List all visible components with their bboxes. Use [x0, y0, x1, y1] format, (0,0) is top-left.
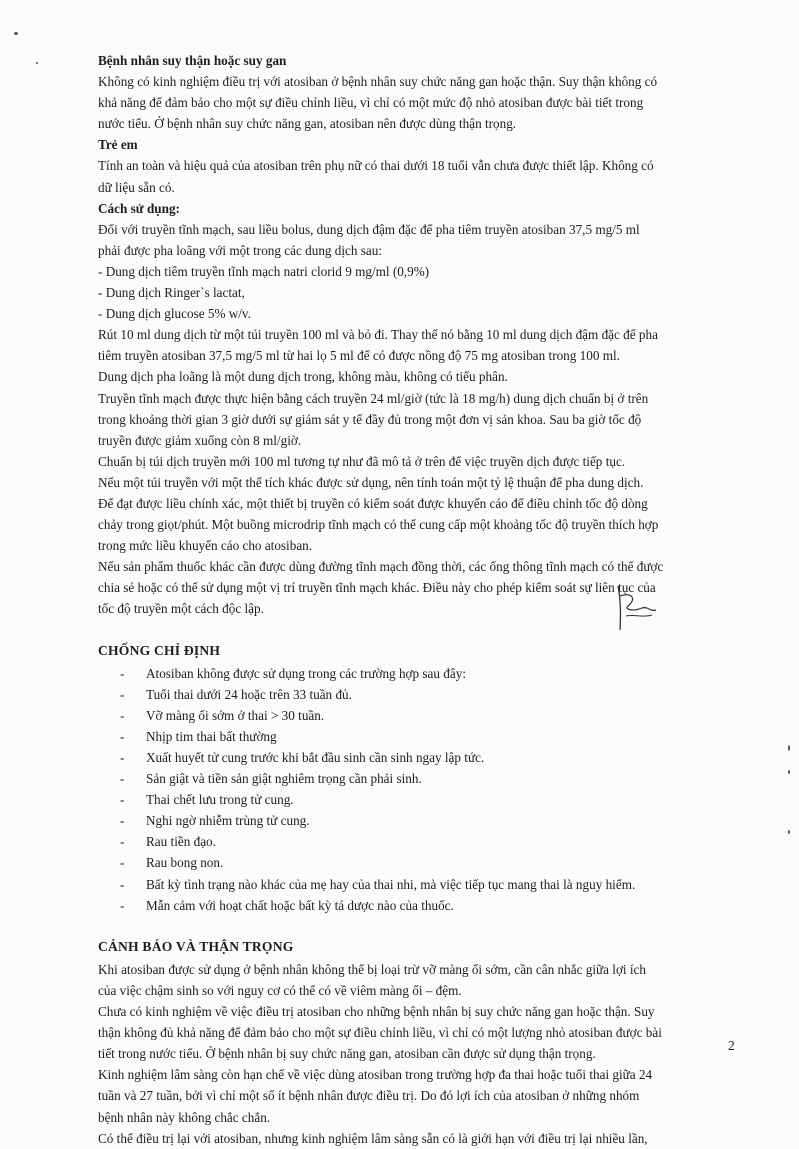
text-line: Tính an toàn và hiệu quả của atosiban trên phụ nữ có thai dưới 18 tuổi vẫn chưa được thiết lập. Không có [98, 158, 654, 174]
text-line: Kinh nghiệm lâm sàng còn hạn chế về việc dùng atosiban trong trường hợp đa thai hoặc tuổi thai giữa 24 [98, 1067, 653, 1083]
section-body-renal [98, 71, 738, 134]
text-line: Dung dịch pha loãng là một dung dịch trong, không màu, không có tiểu phân. [98, 369, 508, 385]
section-body-children [98, 155, 738, 197]
section-heading-warnings: CẢNH BÁO VÀ THẬN TRỌNG [98, 938, 294, 954]
text-line: Nếu sản phẩm thuốc khác cần được dùng đường tĩnh mạch đồng thời, các ống thông tĩnh mạch có thể được [98, 559, 664, 575]
section-heading-contraindications: CHỐNG CHỈ ĐỊNH [98, 642, 221, 658]
text-line: tốc độ truyền một cách độc lập. [98, 601, 264, 617]
contraindications-list [98, 663, 738, 916]
text-line: thận không đủ khả năng để đảm bảo cho một sự điều chỉnh liều, vì chỉ có một lượng nhỏ atosiban được bài [98, 1025, 662, 1041]
scan-speck [36, 62, 38, 64]
page-number: 2 [728, 1038, 735, 1053]
list-item: - Thai chết lưu trong tử cung. [98, 789, 738, 810]
text-line: trong mức liều khuyến cáo cho atosiban. [98, 538, 313, 554]
list-item: - Bất kỳ tình trạng nào khác của mẹ hay của thai nhi, mà việc tiếp tục mang thai là nguy hiểm. [98, 874, 738, 895]
list-item: - Rau tiền đạo. [98, 831, 738, 852]
text-line: Nếu một túi truyền với một thể tích khác được sử dụng, nên tính toán một tỷ lệ thuận để pha dung dịch. [98, 474, 644, 490]
list-item: - Atosiban không được sử dụng trong các trường hợp sau đây: [98, 663, 738, 684]
text-line: chia sẻ hoặc có thể sử dụng một vị trí truyền tĩnh mạch khác. Điều này cho phép kiểm soát sự liên tục của [98, 580, 656, 596]
text-line: - Dung dịch tiêm truyền tĩnh mạch natri clorid 9 mg/ml (0,9%) [98, 263, 430, 279]
text-line: chảy trong giọt/phút. Một buồng microdrip tĩnh mạch có thể cung cấp một khoảng tốc độ truyền thích hợp [98, 517, 659, 533]
text-line: Không có kinh nghiệm điều trị với atosiban ở bệnh nhân suy chức năng gan hoặc thận. Suy thận không có [98, 74, 658, 90]
text-line: phải được pha loãng với một trong các dung dịch sau: [98, 242, 383, 258]
text-line: khả năng để đảm bảo cho một sự điều chỉnh liều, vì chỉ có một mức độ nhỏ atosiban được bài tiết trong [98, 95, 644, 111]
list-item: - Xuất huyết tử cung trước khi bắt đầu sinh cần sinh ngay lập tức. [98, 747, 738, 768]
list-item: - Nhịp tim thai bất thường [98, 726, 738, 747]
text-line: tuần và 27 tuần, bởi vì chỉ một số ít bệnh nhân được điều trị. Do đó lợi ích của atosiban ở những nhóm [98, 1088, 640, 1104]
text-line: Chuẩn bị túi dịch truyền mới 100 ml tương tự như đã mô tả ở trên để việc truyền dịch được tiếp tục. [98, 453, 626, 469]
handwritten-signature [612, 582, 662, 634]
list-item: - Vỡ màng ối sớm ở thai > 30 tuần. [98, 705, 738, 726]
scan-speck [788, 770, 790, 774]
scan-speck [788, 830, 790, 834]
section-heading-usage: Cách sử dụng: [98, 200, 180, 216]
text-line: Để đạt được liều chính xác, một thiết bị truyền có kiểm soát được khuyến cáo để điều chỉnh tốc độ dòng [98, 495, 648, 511]
text-line: - Dung dịch glucose 5% w/v. [98, 306, 251, 322]
list-item: - Mẫn cảm với hoạt chất hoặc bất kỳ tá dược nào của thuốc. [98, 895, 738, 916]
text-line: Khi atosiban được sử dụng ở bệnh nhân không thể bị loại trừ vỡ màng ối sớm, cần cân nhắc giữa lợi ích [98, 961, 646, 977]
section-heading-children: Trẻ em [98, 137, 138, 153]
text-line: Rút 10 ml dung dịch từ một túi truyền 100 ml và bỏ đi. Thay thế nó bằng 10 ml dung dịch đậm đặc để pha [98, 327, 658, 343]
scan-speck [788, 745, 790, 751]
text-line: - Dung dịch Ringer`s lactat, [98, 285, 245, 301]
list-item: - Rau bong non. [98, 852, 738, 873]
text-line: nước tiểu. Ở bệnh nhân suy chức năng gan, atosiban nên được dùng thận trọng. [98, 116, 517, 132]
section-body-usage [98, 219, 738, 620]
list-item: - Sản giật và tiền sản giật nghiêm trọng cần phải sinh. [98, 768, 738, 789]
list-item: - Nghi ngờ nhiễm trùng tử cung. [98, 810, 738, 831]
text-line: bệnh nhân này không chắc chắn. [98, 1109, 271, 1125]
text-line: của việc chậm sinh so với nguy cơ có thể có về viêm màng ối – đệm. [98, 982, 462, 998]
section-body-warnings [98, 959, 738, 1149]
section-heading-renal: Bệnh nhân suy thận hoặc suy gan [98, 53, 287, 68]
text-line: Chưa có kinh nghiệm về việc điều trị atosiban cho những bệnh nhân bị suy chức năng gan hoặc thận. Suy [98, 1004, 655, 1020]
text-line: Truyền tĩnh mạch được thực hiện bằng cách truyền 24 ml/giờ (tức là 18 mg/h) dung dịch chuẩn bị ở trên [98, 390, 649, 406]
text-line: tiết trong nước tiểu. Ở bệnh nhân bị suy chức năng gan, atosiban cần được sử dụng thận trọng. [98, 1046, 596, 1062]
text-line: trong khoảng thời gian 3 giờ dưới sự giám sát y tế đầy đủ trong một đơn vị sản khoa. Sau ba giờ tốc độ [98, 411, 642, 427]
list-item: - Tuổi thai dưới 24 hoặc trên 33 tuần đủ. [98, 684, 738, 705]
text-line: tiêm truyền atosiban 37,5 mg/5 ml từ hai lọ 5 ml để có được nồng độ 75 mg atosiban trong 100 ml. [98, 348, 620, 364]
scan-speck [14, 32, 18, 35]
text-line: dữ liệu sẵn có. [98, 179, 175, 195]
text-line: truyền được giảm xuống còn 8 ml/giờ. [98, 432, 302, 448]
text-line: Đối với truyền tĩnh mạch, sau liều bolus, dung dịch đậm đặc để pha tiêm truyền atosiban 37,5 mg/5 ml [98, 221, 640, 237]
text-line: Có thể điều trị lại với atosiban, nhưng kinh nghiệm lâm sàng sẵn có là giới hạn với điều trị lại nhiều lần, [98, 1130, 648, 1146]
